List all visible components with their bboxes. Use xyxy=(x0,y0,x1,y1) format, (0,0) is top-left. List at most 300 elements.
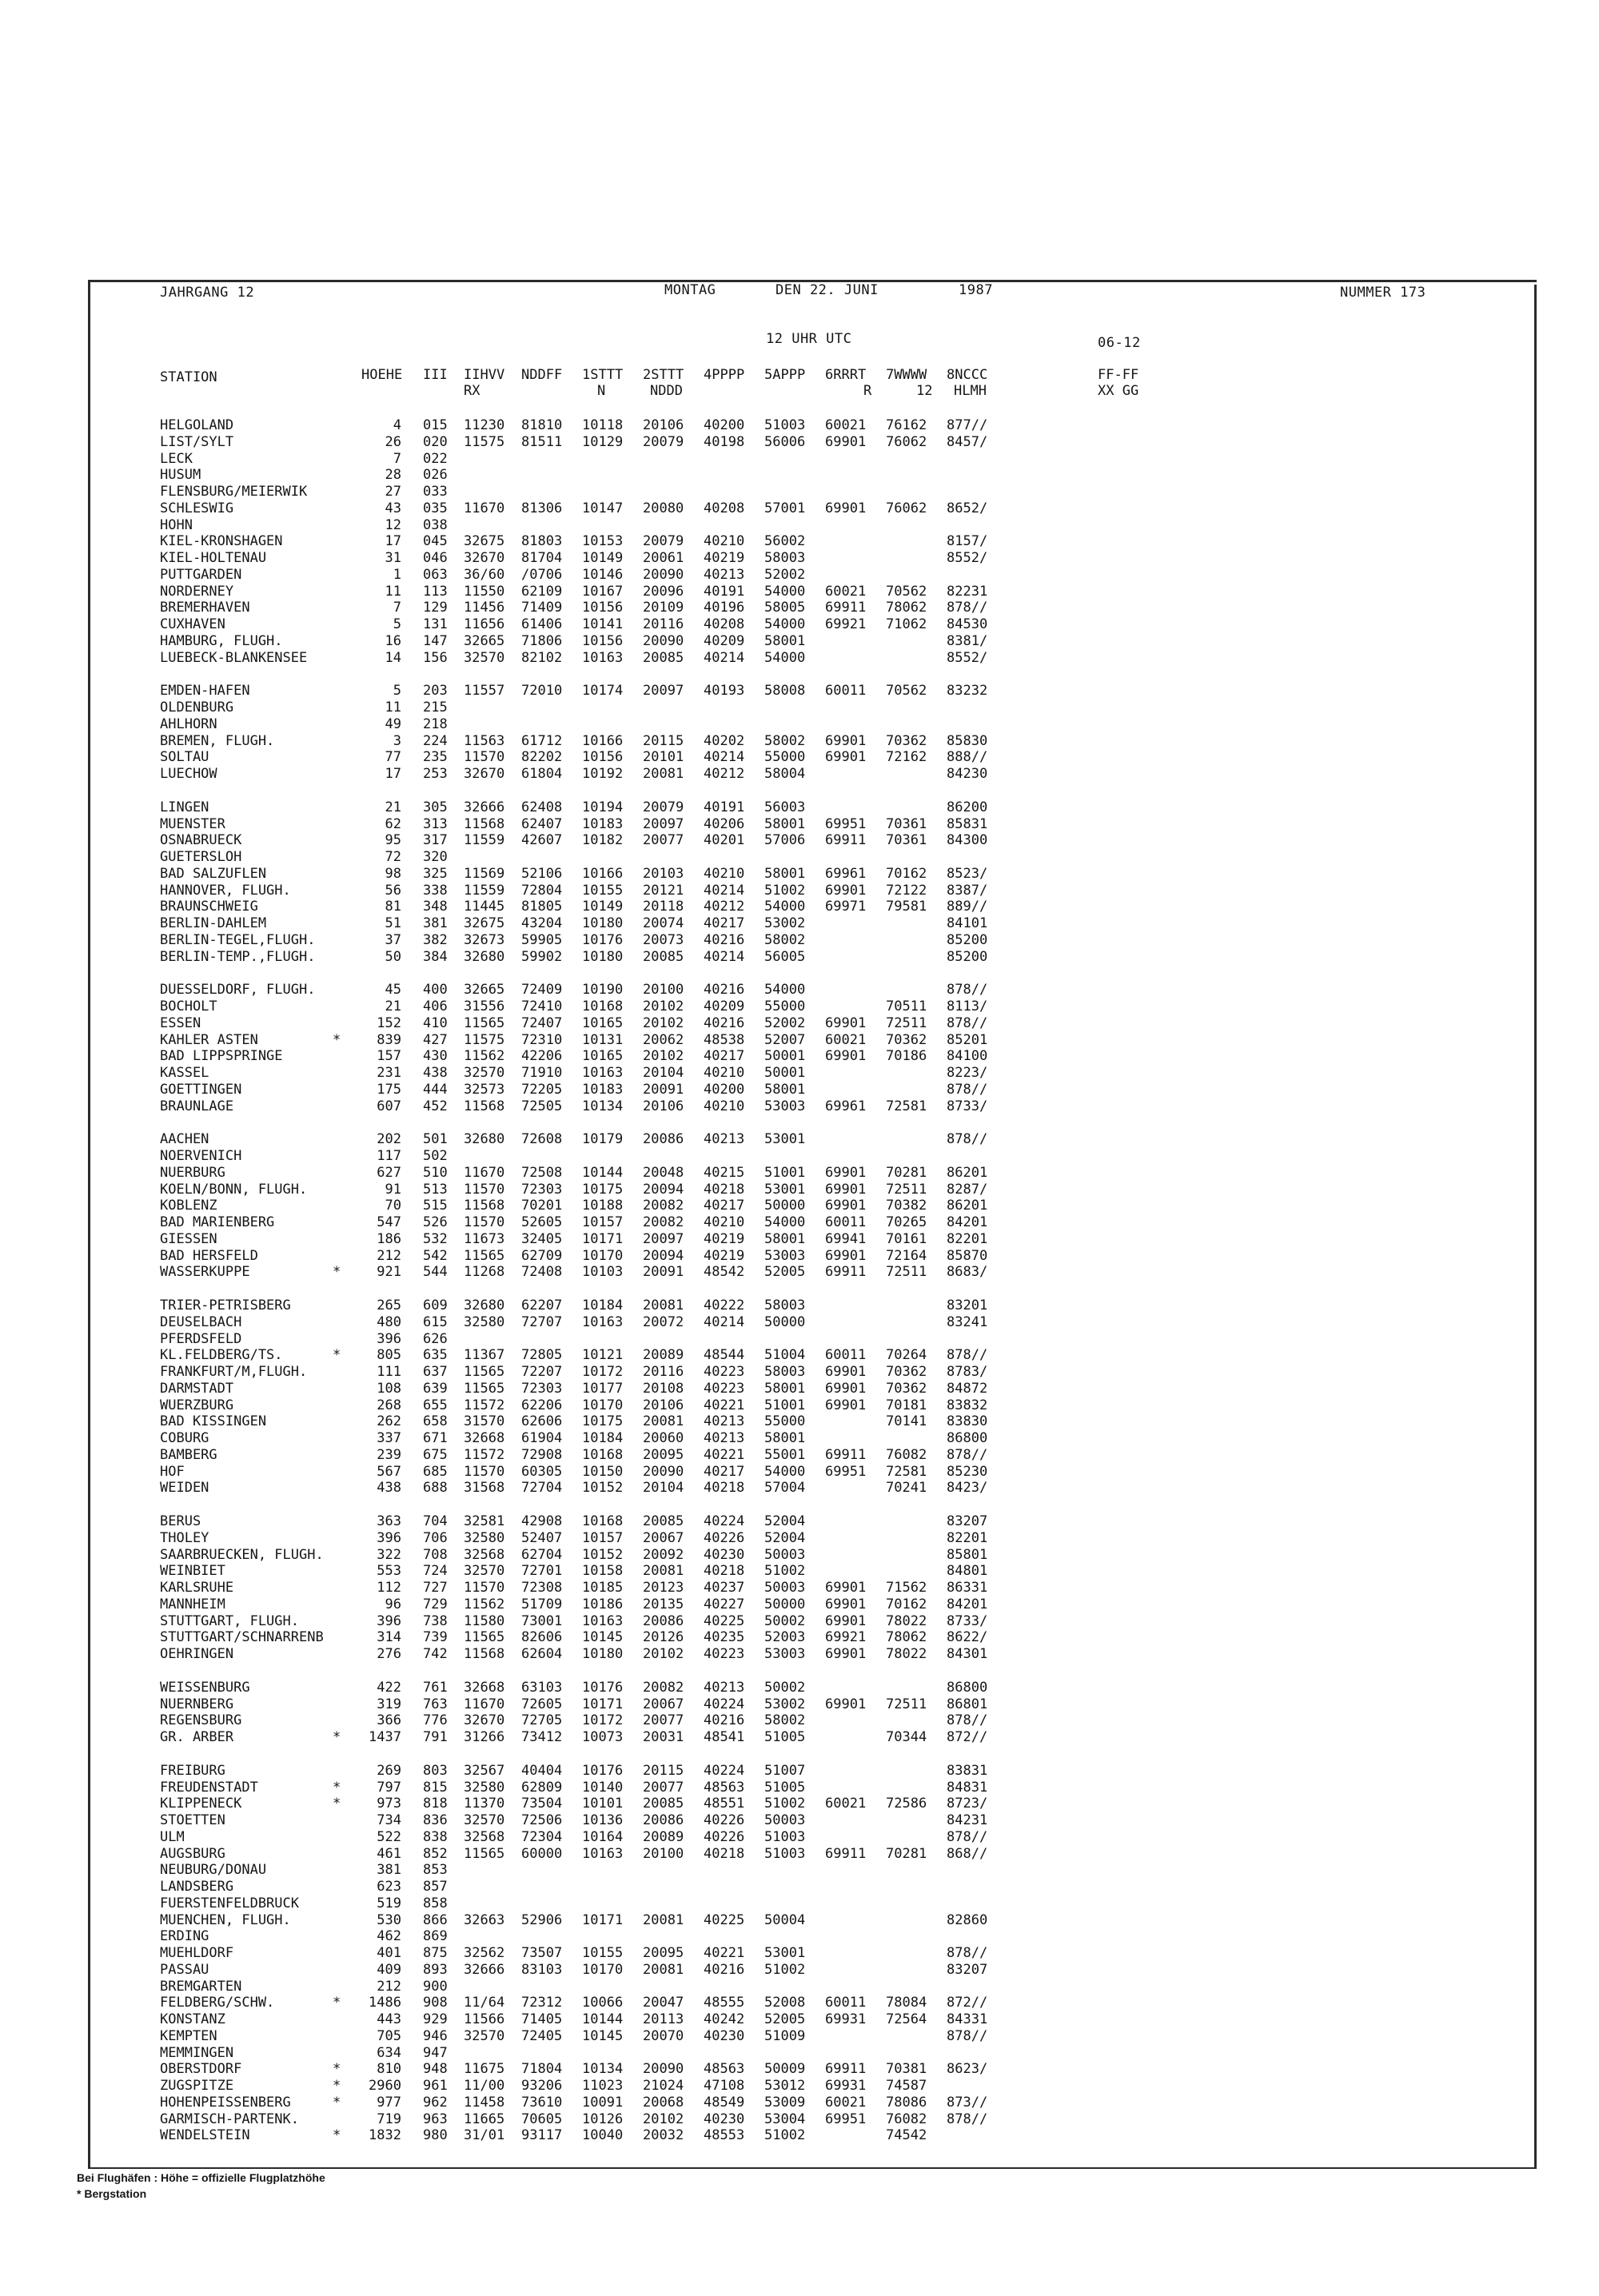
station-id: 791 xyxy=(423,1729,448,1745)
station-name: ULM xyxy=(160,1828,185,1845)
group-8nccc: 86331 xyxy=(947,1580,988,1596)
station-id: 147 xyxy=(423,632,448,649)
group-2sttt: 20085 xyxy=(643,948,684,965)
station-id: 305 xyxy=(423,799,448,815)
station-name: FELDBERG/SCHW. xyxy=(160,1995,275,2011)
station-name: KLIPPENECK xyxy=(160,1796,242,1812)
group-1sttt: 10180 xyxy=(582,915,624,931)
mountain-marker: * xyxy=(333,2061,341,2078)
station-height: 62 xyxy=(385,815,401,832)
group-ndff: 72408 xyxy=(521,1264,563,1281)
mountain-marker: * xyxy=(333,1779,341,1796)
group-1sttt: 10101 xyxy=(582,1796,624,1812)
station-height: 49 xyxy=(385,716,401,732)
station-height: 409 xyxy=(377,1961,401,1978)
group-ihvv: 32568 xyxy=(464,1546,505,1563)
group-ihvv: 32665 xyxy=(464,632,505,649)
group-4pppp: 40210 xyxy=(704,1214,745,1230)
group-ihvv: 11665 xyxy=(464,2111,505,2127)
station-name: BAD HERSFELD xyxy=(160,1247,258,1264)
group-7wwww: 70382 xyxy=(886,1198,927,1214)
station-name: BREMERHAVEN xyxy=(160,600,250,616)
station-id: 015 xyxy=(423,417,448,433)
station-height: 26 xyxy=(385,433,401,450)
mountain-marker: * xyxy=(333,2094,341,2111)
group-1sttt: 10155 xyxy=(582,882,624,899)
station-name: KASSEL xyxy=(160,1065,209,1081)
group-2sttt: 20079 xyxy=(643,799,684,815)
group-ihvv: 11570 xyxy=(464,1580,505,1596)
group-5appp: 58001 xyxy=(764,1230,806,1247)
group-5appp: 53002 xyxy=(764,915,806,931)
station-height: 11 xyxy=(385,583,401,600)
group-4pppp: 40225 xyxy=(704,1612,745,1629)
group-ndff: 43204 xyxy=(521,915,563,931)
station-id: 510 xyxy=(423,1164,448,1181)
group-6rrrt: 69901 xyxy=(825,1014,867,1031)
group-ihvv: 11559 xyxy=(464,832,505,849)
station-name: BOCHOLT xyxy=(160,999,217,1014)
group-7wwww: 70362 xyxy=(886,1364,927,1380)
group-4pppp: 47108 xyxy=(704,2078,745,2094)
group-8nccc: 872// xyxy=(947,1729,988,1745)
group-5appp: 57004 xyxy=(764,1480,806,1497)
station-height: 21 xyxy=(385,999,401,1014)
station-name: OLDENBURG xyxy=(160,700,234,716)
station-id: 688 xyxy=(423,1480,448,1497)
station-id: 626 xyxy=(423,1330,448,1347)
group-2sttt: 20089 xyxy=(643,1347,684,1364)
group-8nccc: 8683/ xyxy=(947,1264,988,1281)
station-name: HANNOVER, FLUGH. xyxy=(160,882,291,899)
group-6rrrt: 69901 xyxy=(825,1646,867,1662)
group-6rrrt: 69901 xyxy=(825,1380,867,1397)
group-4pppp: 40214 xyxy=(704,749,745,766)
group-1sttt: 10171 xyxy=(582,1911,624,1928)
group-4pppp: 40218 xyxy=(704,1563,745,1580)
weekday-label: MONTAG xyxy=(664,282,716,298)
group-6rrrt: 69901 xyxy=(825,1247,867,1264)
group-ihvv: 11/00 xyxy=(464,2078,505,2094)
group-2sttt: 20081 xyxy=(643,1961,684,1978)
group-5appp: 50002 xyxy=(764,1612,806,1629)
group-8nccc: 8423/ xyxy=(947,1480,988,1497)
group-ndff: 71405 xyxy=(521,2011,563,2027)
group-2sttt: 20101 xyxy=(643,749,684,766)
station-name: MUENSTER xyxy=(160,815,225,832)
group-ndff: 82202 xyxy=(521,749,563,766)
station-name: KAHLER ASTEN xyxy=(160,1031,258,1048)
station-id: 131 xyxy=(423,616,448,632)
group-ndff: 42206 xyxy=(521,1048,563,1065)
station-name: FREIBURG xyxy=(160,1762,225,1779)
group-ihvv: 11557 xyxy=(464,683,505,700)
station-height: 522 xyxy=(377,1828,401,1845)
group-7wwww: 72511 xyxy=(886,1014,927,1031)
group-ndff: 72704 xyxy=(521,1480,563,1497)
group-4pppp: 40219 xyxy=(704,550,745,566)
group-ndff: 82606 xyxy=(521,1629,563,1646)
group-8nccc: 83831 xyxy=(947,1762,988,1779)
group-7wwww: 76082 xyxy=(886,2111,927,2127)
group-4pppp: 40226 xyxy=(704,1828,745,1845)
group-ndff: 71910 xyxy=(521,1065,563,1081)
group-6rrrt: 60021 xyxy=(825,1796,867,1812)
group-4pppp: 40213 xyxy=(704,1430,745,1446)
group-6rrrt: 69901 xyxy=(825,1198,867,1214)
station-id: 235 xyxy=(423,749,448,766)
group-4pppp: 40209 xyxy=(704,632,745,649)
station-height: 462 xyxy=(377,1928,401,1945)
group-2sttt: 20085 xyxy=(643,649,684,666)
group-5appp: 51007 xyxy=(764,1762,806,1779)
group-1sttt: 10192 xyxy=(582,766,624,782)
group-ndff: 72410 xyxy=(521,999,563,1014)
group-ndff: 62704 xyxy=(521,1546,563,1563)
group-6rrrt: 60011 xyxy=(825,1995,867,2011)
group-8nccc: 85801 xyxy=(947,1546,988,1563)
group-8nccc: 85230 xyxy=(947,1463,988,1480)
group-5appp: 51002 xyxy=(764,1796,806,1812)
group-5appp: 50001 xyxy=(764,1048,806,1065)
station-name: GUETERSLOH xyxy=(160,849,242,865)
group-ndff: 72707 xyxy=(521,1313,563,1330)
group-2sttt: 20085 xyxy=(643,1513,684,1529)
station-id: 852 xyxy=(423,1845,448,1862)
group-ndff: 81810 xyxy=(521,417,563,433)
group-ihvv: 11675 xyxy=(464,2061,505,2078)
group-2sttt: 20100 xyxy=(643,982,684,999)
mountain-marker: * xyxy=(333,2127,341,2144)
station-id: 963 xyxy=(423,2111,448,2127)
station-name: DARMSTADT xyxy=(160,1380,234,1397)
group-ndff: 62207 xyxy=(521,1297,563,1313)
group-2sttt: 20109 xyxy=(643,600,684,616)
group-1sttt: 10140 xyxy=(582,1779,624,1796)
station-id: 444 xyxy=(423,1081,448,1098)
station-height: 117 xyxy=(377,1148,401,1164)
group-2sttt: 20135 xyxy=(643,1596,684,1612)
group-ndff: 72805 xyxy=(521,1347,563,1364)
station-name: WUERZBURG xyxy=(160,1397,234,1413)
station-height: 269 xyxy=(377,1762,401,1779)
group-4pppp: 40216 xyxy=(704,982,745,999)
group-8nccc: 85870 xyxy=(947,1247,988,1264)
group-5appp: 50000 xyxy=(764,1596,806,1612)
group-ihvv: 11570 xyxy=(464,749,505,766)
group-5appp: 56002 xyxy=(764,533,806,550)
station-name: ERDING xyxy=(160,1928,209,1945)
station-height: 4 xyxy=(393,417,401,433)
station-id: 658 xyxy=(423,1413,448,1430)
station-id: 515 xyxy=(423,1198,448,1214)
group-5appp: 54000 xyxy=(764,1463,806,1480)
group-2sttt: 20085 xyxy=(643,1796,684,1812)
station-name: BAD SALZUFLEN xyxy=(160,865,267,882)
group-ihvv: 31570 xyxy=(464,1413,505,1430)
period-range: 06-12 xyxy=(1098,335,1141,351)
column-header-iii: III xyxy=(423,367,448,383)
group-ndff: 82102 xyxy=(521,649,563,666)
station-name: KIEL-KRONSHAGEN xyxy=(160,533,283,550)
group-4pppp: 40202 xyxy=(704,732,745,749)
station-height: 5 xyxy=(393,616,401,632)
station-name: HUSUM xyxy=(160,467,201,484)
group-ndff: 72908 xyxy=(521,1446,563,1463)
group-5appp: 51003 xyxy=(764,417,806,433)
group-ndff: 59902 xyxy=(521,948,563,965)
group-2sttt: 20092 xyxy=(643,1546,684,1563)
group-ndff: 72608 xyxy=(521,1131,563,1148)
group-1sttt: 10166 xyxy=(582,865,624,882)
group-8nccc: 8287/ xyxy=(947,1181,988,1198)
group-5appp: 52008 xyxy=(764,1995,806,2011)
station-id: 947 xyxy=(423,2044,448,2061)
column-header-appp: 5APPP xyxy=(764,367,806,383)
group-8nccc: 84201 xyxy=(947,1596,988,1612)
station-name: KIEL-HOLTENAU xyxy=(160,550,267,566)
group-2sttt: 20104 xyxy=(643,1480,684,1497)
station-id: 869 xyxy=(423,1928,448,1945)
station-height: 623 xyxy=(377,1879,401,1895)
station-height: 28 xyxy=(385,467,401,484)
group-5appp: 52005 xyxy=(764,1264,806,1281)
group-1sttt: 10177 xyxy=(582,1380,624,1397)
station-name: MANNHEIM xyxy=(160,1596,225,1612)
group-4pppp: 40200 xyxy=(704,417,745,433)
station-id: 381 xyxy=(423,915,448,931)
group-2sttt: 20115 xyxy=(643,732,684,749)
group-5appp: 50004 xyxy=(764,1911,806,1928)
group-6rrrt: 60011 xyxy=(825,683,867,700)
group-1sttt: 10172 xyxy=(582,1712,624,1729)
station-height: 43 xyxy=(385,500,401,516)
group-ndff: 70605 xyxy=(521,2111,563,2127)
station-name: NUERNBERG xyxy=(160,1696,234,1712)
group-6rrrt: 60021 xyxy=(825,583,867,600)
group-ihvv: 32666 xyxy=(464,1961,505,1978)
group-1sttt: 10163 xyxy=(582,1845,624,1862)
group-ndff: 62407 xyxy=(521,815,563,832)
group-8nccc: 82231 xyxy=(947,583,988,600)
group-7wwww: 72511 xyxy=(886,1181,927,1198)
group-7wwww: 70241 xyxy=(886,1480,927,1497)
station-height: 2960 xyxy=(369,2078,401,2094)
group-ihvv: 31/01 xyxy=(464,2127,505,2144)
group-8nccc: 84301 xyxy=(947,1646,988,1662)
group-8nccc: 86201 xyxy=(947,1164,988,1181)
group-6rrrt: 69951 xyxy=(825,2111,867,2127)
station-id: 320 xyxy=(423,849,448,865)
group-ihvv: 11456 xyxy=(464,600,505,616)
group-5appp: 51004 xyxy=(764,1347,806,1364)
group-4pppp: 40219 xyxy=(704,1230,745,1247)
group-5appp: 51002 xyxy=(764,1961,806,1978)
group-ndff: 71804 xyxy=(521,2061,563,2078)
station-id: 704 xyxy=(423,1513,448,1529)
group-ihvv: 32675 xyxy=(464,533,505,550)
station-id: 384 xyxy=(423,948,448,965)
group-4pppp: 48538 xyxy=(704,1031,745,1048)
group-1sttt: 10118 xyxy=(582,417,624,433)
station-name: LINGEN xyxy=(160,799,209,815)
group-ndff: 73507 xyxy=(521,1945,563,1961)
station-name: LUECHOW xyxy=(160,766,217,782)
group-8nccc: 878// xyxy=(947,1945,988,1961)
group-4pppp: 40216 xyxy=(704,1961,745,1978)
station-id: 738 xyxy=(423,1612,448,1629)
group-4pppp: 40237 xyxy=(704,1580,745,1596)
group-ihvv: 32580 xyxy=(464,1779,505,1796)
group-8nccc: 86800 xyxy=(947,1679,988,1696)
group-ihvv: 32567 xyxy=(464,1762,505,1779)
station-name: LANDSBERG xyxy=(160,1879,234,1895)
group-5appp: 53001 xyxy=(764,1945,806,1961)
group-7wwww: 70562 xyxy=(886,583,927,600)
group-5appp: 53004 xyxy=(764,2111,806,2127)
group-ndff: 52407 xyxy=(521,1529,563,1546)
group-4pppp: 40216 xyxy=(704,1014,745,1031)
group-6rrrt: 69901 xyxy=(825,749,867,766)
group-4pppp: 40221 xyxy=(704,1446,745,1463)
station-name: BRAUNSCHWEIG xyxy=(160,899,258,915)
group-5appp: 54000 xyxy=(764,649,806,666)
group-1sttt: 10152 xyxy=(582,1546,624,1563)
group-ndff: 72506 xyxy=(521,1812,563,1828)
group-5appp: 58002 xyxy=(764,931,806,948)
group-5appp: 51002 xyxy=(764,1563,806,1580)
group-4pppp: 40217 xyxy=(704,1463,745,1480)
group-ihvv: 11572 xyxy=(464,1446,505,1463)
group-4pppp: 40198 xyxy=(704,433,745,450)
group-1sttt: 10144 xyxy=(582,1164,624,1181)
station-id: 866 xyxy=(423,1911,448,1928)
group-5appp: 52007 xyxy=(764,1031,806,1048)
group-5appp: 55000 xyxy=(764,999,806,1014)
station-id: 410 xyxy=(423,1014,448,1031)
group-2sttt: 20094 xyxy=(643,1181,684,1198)
group-8nccc: 8652/ xyxy=(947,500,988,516)
station-id: 615 xyxy=(423,1313,448,1330)
station-id: 438 xyxy=(423,1065,448,1081)
column-header-st2: 2STTT NDDD xyxy=(643,367,684,399)
station-height: 530 xyxy=(377,1911,401,1928)
group-5appp: 57006 xyxy=(764,832,806,849)
group-8nccc: 889// xyxy=(947,899,988,915)
station-name: LECK xyxy=(160,450,193,467)
column-header-st1: 1STTT N xyxy=(582,367,624,399)
group-2sttt: 20048 xyxy=(643,1164,684,1181)
observation-time: 12 UHR UTC xyxy=(766,331,852,347)
group-5appp: 58001 xyxy=(764,632,806,649)
station-name: KOBLENZ xyxy=(160,1198,217,1214)
group-7wwww: 70181 xyxy=(886,1397,927,1413)
station-height: 1 xyxy=(393,566,401,583)
group-7wwww: 76062 xyxy=(886,433,927,450)
group-1sttt: 10158 xyxy=(582,1563,624,1580)
group-6rrrt: 69901 xyxy=(825,500,867,516)
group-2sttt: 20097 xyxy=(643,1230,684,1247)
group-4pppp: 40209 xyxy=(704,999,745,1014)
group-2sttt: 20079 xyxy=(643,533,684,550)
group-5appp: 58002 xyxy=(764,1712,806,1729)
station-name: DUESSELDORF, FLUGH. xyxy=(160,982,316,999)
group-2sttt: 20097 xyxy=(643,683,684,700)
group-4pppp: 40213 xyxy=(704,1679,745,1696)
group-ihvv: 11367 xyxy=(464,1347,505,1364)
group-2sttt: 20077 xyxy=(643,1712,684,1729)
station-name: WEIDEN xyxy=(160,1480,209,1497)
station-id: 502 xyxy=(423,1148,448,1164)
station-id: 815 xyxy=(423,1779,448,1796)
group-4pppp: 40216 xyxy=(704,931,745,948)
group-ndff: 51709 xyxy=(521,1596,563,1612)
group-7wwww: 78022 xyxy=(886,1612,927,1629)
group-7wwww: 70362 xyxy=(886,1031,927,1048)
group-ihvv: 32673 xyxy=(464,931,505,948)
station-height: 17 xyxy=(385,533,401,550)
station-id: 026 xyxy=(423,467,448,484)
group-7wwww: 76082 xyxy=(886,1446,927,1463)
station-height: 7 xyxy=(393,600,401,616)
station-name: PASSAU xyxy=(160,1961,209,1978)
group-5appp: 57001 xyxy=(764,500,806,516)
group-8nccc: 8623/ xyxy=(947,2061,988,2078)
station-id: 526 xyxy=(423,1214,448,1230)
group-ihvv: 11565 xyxy=(464,1845,505,1862)
group-6rrrt: 69911 xyxy=(825,1264,867,1281)
station-height: 98 xyxy=(385,865,401,882)
group-2sttt: 20096 xyxy=(643,583,684,600)
station-name: FUERSTENFELDBRUCK xyxy=(160,1895,299,1911)
group-8nccc: 877// xyxy=(947,417,988,433)
group-5appp: 54000 xyxy=(764,899,806,915)
station-name: STOETTEN xyxy=(160,1812,225,1828)
group-4pppp: 48563 xyxy=(704,2061,745,2078)
station-height: 366 xyxy=(377,1712,401,1729)
group-1sttt: 10179 xyxy=(582,1131,624,1148)
station-id: 635 xyxy=(423,1347,448,1364)
group-7wwww: 70361 xyxy=(886,832,927,849)
station-id: 948 xyxy=(423,2061,448,2078)
group-8nccc: 86801 xyxy=(947,1696,988,1712)
station-name: SAARBRUECKEN, FLUGH. xyxy=(160,1546,324,1563)
group-1sttt: 10164 xyxy=(582,1828,624,1845)
group-2sttt: 20104 xyxy=(643,1065,684,1081)
group-6rrrt: 69931 xyxy=(825,2011,867,2027)
group-2sttt: 20077 xyxy=(643,832,684,849)
station-height: 810 xyxy=(377,2061,401,2078)
group-4pppp: 48541 xyxy=(704,1729,745,1745)
mountain-marker: * xyxy=(333,1347,341,1364)
group-2sttt: 20089 xyxy=(643,1828,684,1845)
station-height: 14 xyxy=(385,649,401,666)
station-height: 337 xyxy=(377,1430,401,1446)
group-4pppp: 40225 xyxy=(704,1911,745,1928)
station-height: 381 xyxy=(377,1862,401,1879)
group-ndff: 52106 xyxy=(521,865,563,882)
station-height: 51 xyxy=(385,915,401,931)
group-ihvv: 11568 xyxy=(464,1198,505,1214)
group-4pppp: 40191 xyxy=(704,583,745,600)
group-2sttt: 20074 xyxy=(643,915,684,931)
group-1sttt: 10136 xyxy=(582,1812,624,1828)
group-5appp: 55001 xyxy=(764,1446,806,1463)
group-6rrrt: 60011 xyxy=(825,1347,867,1364)
group-2sttt: 20102 xyxy=(643,1646,684,1662)
group-ihvv: 11562 xyxy=(464,1596,505,1612)
group-7wwww: 70186 xyxy=(886,1048,927,1065)
